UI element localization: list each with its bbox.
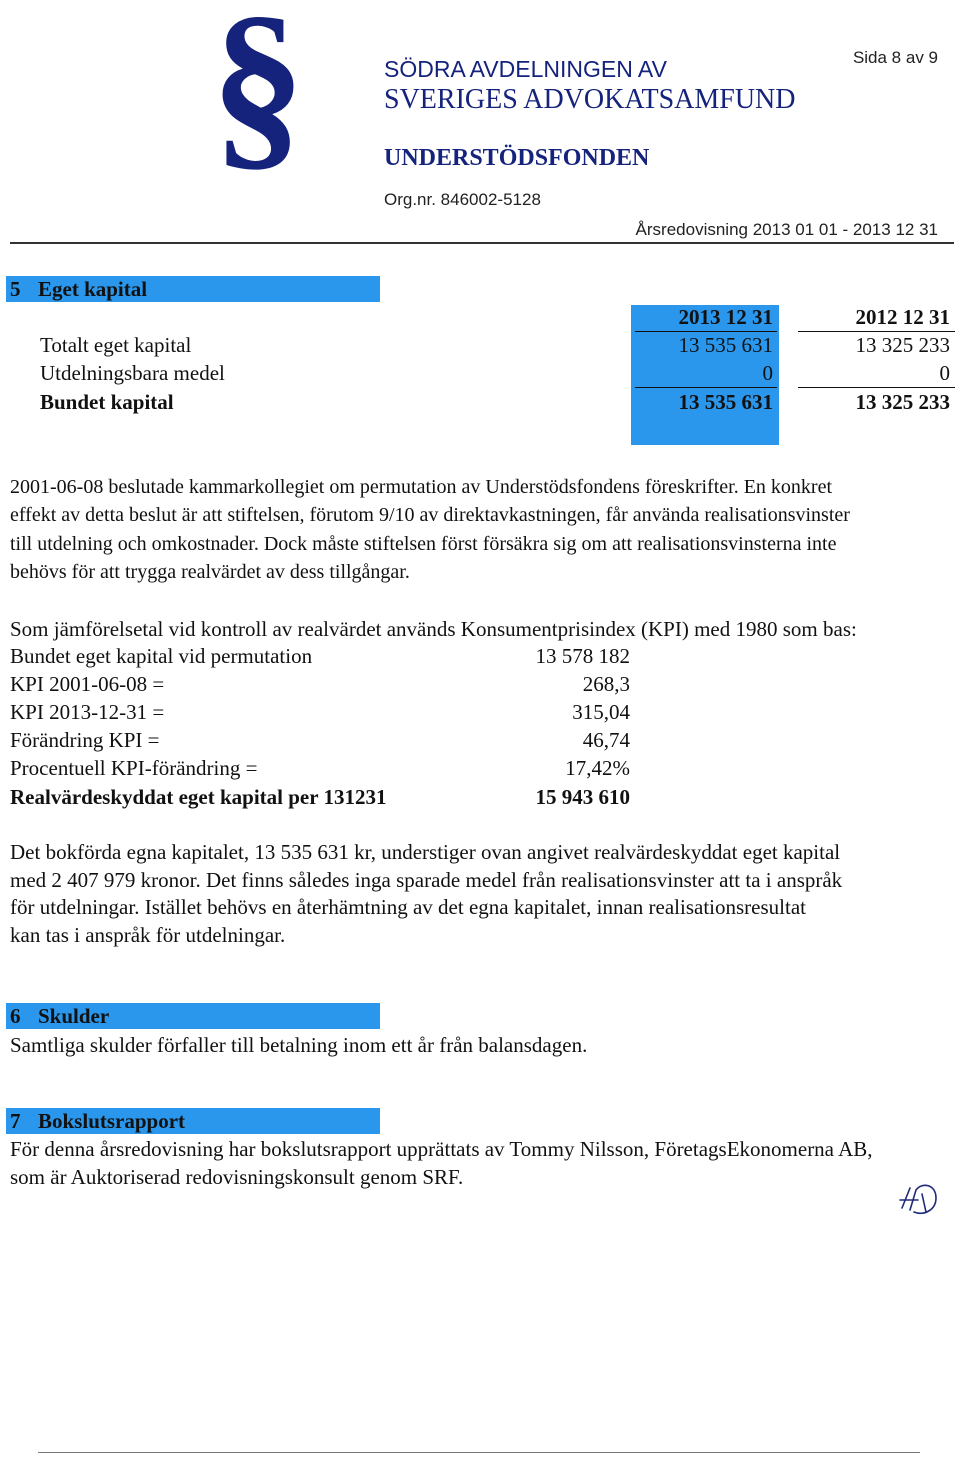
kpi-value: 17,42%: [565, 756, 630, 780]
sum-underline-2012: [798, 387, 955, 388]
kpi-row-total: [10, 785, 630, 813]
section-heading-skulder: [6, 1003, 380, 1029]
row-value-2013: 13 535 631: [678, 390, 773, 414]
section-title: Skulder: [38, 1004, 110, 1028]
kpi-row: [10, 756, 630, 784]
kpi-row: [10, 700, 630, 728]
bokslutsrapport-text: För denna årsredovisning har bokslutsrapport upprättats av Tommy Nilsson, FöretagsEkonomerna AB, som är Auktoriserad redovisningskonsult genom SRF.: [10, 1137, 873, 1189]
report-period: Årsredovisning 2013 01 01 - 2013 12 31: [635, 220, 938, 239]
permutation-paragraph: 2001-06-08 beslutade kammarkollegiet om permutation av Understödsfondens föreskrifter. En konkret effekt av detta beslut är att stiftelsen, förutom 9/10 av direktavkastningen, får använda realisationsvinster till utdelning och omkostnader. Dock måste stiftelsen först försäkra sig om att realisationsvinsterna inte behövs för att trygga realvärdet av dess tillgångar.: [10, 476, 850, 584]
skulder-text: Samtliga skulder förfaller till betalning inom ett år från balansdagen.: [10, 1033, 588, 1057]
section-title: Bokslutsrapport: [38, 1109, 186, 1133]
header-underline-2013: [635, 331, 777, 332]
kpi-value: 15 943 610: [535, 785, 630, 809]
kpi-label: Realvärdeskyddat eget kapital per 131231: [10, 785, 387, 809]
header-divider: [10, 242, 954, 244]
section-title: Eget kapital: [38, 277, 148, 301]
kpi-value: 268,3: [582, 672, 630, 696]
sum-underline-2013: [635, 387, 777, 388]
row-value-2013: 0: [762, 361, 773, 385]
kpi-label: KPI 2001-06-08 =: [10, 672, 165, 696]
row-value-2013: 13 535 631: [678, 333, 773, 357]
row-label: Utdelningsbara medel: [40, 361, 225, 385]
org-name-line2: SVERIGES ADVOKATSAMFUND: [384, 84, 796, 115]
column-header-2012: 2012 12 31: [855, 305, 950, 329]
row-label: Bundet kapital: [40, 390, 174, 414]
row-label: Totalt eget kapital: [40, 333, 192, 357]
column-header-2013: 2013 12 31: [678, 305, 773, 329]
section-heading-eget-kapital: [6, 276, 380, 302]
equity-conclusion-paragraph: Det bokförda egna kapitalet, 13 535 631 kr, understiger ovan angivet realvärdeskyddat eget kapital med 2 407 979 kronor. Det finns således inga sparade medel från realisationsvinster att ta i anspråk för utdelningar. Istället behövs en återhämtning av det egna kapitalet, innan realisationsresultat kan tas i anspråk för utdelningar.: [10, 840, 843, 947]
org-name-line1: SÖDRA AVDELNINGEN AV: [384, 56, 667, 82]
page-number: Sida 8 av 9: [852, 48, 938, 67]
kpi-label: Procentuell KPI-förändring =: [10, 756, 258, 780]
kpi-row: [10, 728, 630, 756]
fund-name: UNDERSTÖDSFONDEN: [384, 145, 650, 171]
row-value-2012: 13 325 233: [855, 333, 950, 357]
footer-divider: [38, 1452, 920, 1453]
section-heading-bokslutsrapport: [6, 1108, 380, 1134]
kpi-label: KPI 2013-12-31 =: [10, 700, 165, 724]
kpi-intro: Som jämförelsetal vid kontroll av realvärdet används Konsumentprisindex (KPI) med 1980 som bas:: [10, 617, 857, 641]
kpi-row: [10, 672, 630, 700]
row-value-2012: 0: [939, 361, 950, 385]
row-value-2012: 13 325 233: [855, 390, 950, 414]
svg-text:§: §: [210, 0, 306, 188]
section-number: 6: [10, 1004, 21, 1028]
initials-signature: [896, 1180, 946, 1220]
kpi-value: 315,04: [572, 700, 630, 724]
kpi-label: Förändring KPI =: [10, 728, 160, 752]
kpi-label: Bundet eget kapital vid permutation: [10, 644, 313, 668]
kpi-value: 13 578 182: [535, 644, 630, 668]
org-number: Org.nr. 846002-5128: [384, 190, 541, 209]
kpi-row: [10, 644, 630, 672]
header-underline-2012: [798, 331, 955, 332]
section-number: 5: [10, 277, 21, 301]
section-sign-logo: [210, 0, 306, 188]
kpi-value: 46,74: [582, 728, 630, 752]
section-number: 7: [10, 1109, 21, 1133]
